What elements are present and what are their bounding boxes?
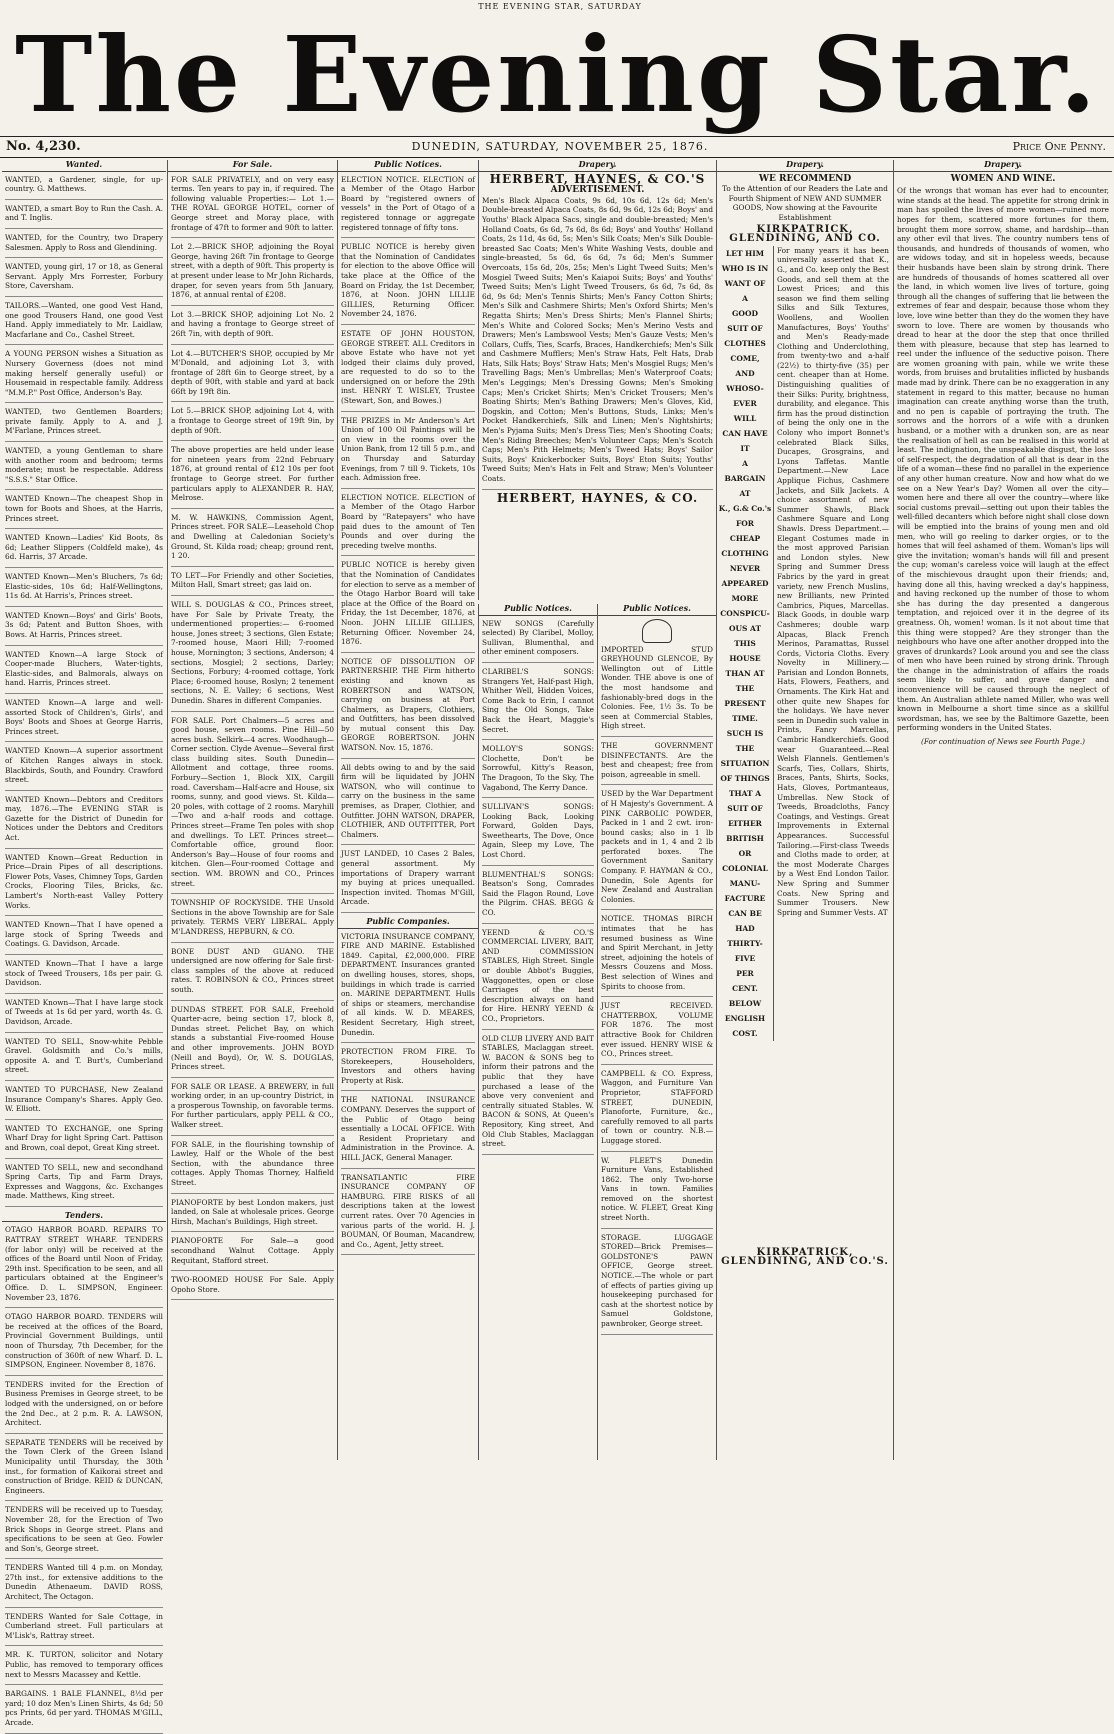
narrow-word: CAN BE [728, 908, 762, 918]
narrow-word: MORE [731, 593, 759, 603]
narrow-word: A [742, 458, 748, 468]
songs-ads [479, 619, 597, 1155]
narrow-word: CHEAP [729, 533, 761, 543]
recommend-heading: WE RECOMMEND [758, 173, 852, 184]
narrow-word: THAT A [728, 788, 762, 798]
advertisement: FOR SALE, in the flourishing township of Lawley, Half or the Whole of the best Section, with the abundance three cottages. Apply Thomas Thorney, Halfield Street. [171, 1140, 334, 1194]
herbert-haynes-footer: HERBERT, HAYNES, & CO. [496, 490, 699, 505]
narrow-word: AT [739, 488, 751, 498]
advertisement: WILL S. DOUGLAS & CO., Princes street, have For Sale by Private Treaty, the undermentioned properties:— 6-roomed house, Jones street; 3 sections, Glen Estate; 7-roomed house, Maori Hill; 7-roomed house, Mornington; 3 sections, Anderson; 4 sections, Mosgiel; 2 sections, Darley; Sections, Forbury; 4-roomed cottage, York Place; 6-roomed house, Roslyn; 2 tenement sections, N. E. Valley; 6 sections, West Dunedin. Shares in different Companies. [171, 600, 334, 712]
advertisement: Lot 4.—BUTCHER'S SHOP, occupied by Mr M'Donald, and adjoining Lot 3, with frontage of 28ft 6in to George street, by a depth of 90ft, with stable and yard at back 66ft by 19ft 8in. [171, 349, 334, 403]
advertisement: WANTED Known—A superior assortment of Kitchen Ranges always in stock. Blackbirds, South, and Foundry. Crawford street. [5, 746, 163, 790]
column-songs [478, 604, 597, 1460]
section-header-tenders: Tenders. [2, 1211, 166, 1223]
section-header-public-notices-3: Public Notices. [598, 604, 716, 616]
advertisement: WANTED TO SELL, Snow-white Pebble Gravel. Goldsmith and Co.'s mills, opposite A. and T. Burt's, Cumberland street. [5, 1037, 163, 1081]
advertisement: WANTED TO SELL, new and secondhand Spring Carts, Tip and Farm Drays, Expresses and Waggons, &c. Exchanges made. Matthews, King street. [5, 1163, 163, 1207]
advertisement: NOTICE OF DISSOLUTION OF PARTNERSHIP. THE Firm hitherto existing and known as ROBERTSON and WATSON, carrying on business at Port Chalmers, as Drapers, Clothiers, and Outfitters, has been dissolved by mutual consent this Day. GEORGE ROBERTSON. JOHN WATSON. Nov. 15, 1876. [341, 657, 475, 759]
herbert-haynes-body: Men's Black Alpaca Coats, 9s 6d, 10s 6d, 12s 6d; Men's Double-breasted Alpaca Coats, 8s 6d, 9s 6d, 12s 6d; Boys' and Youths' Black Alpaca Sacs, single and double-breasted; Men's Holland Coats, 6s 6d, 7s 6d, 8s 6d; Boys' and Youths' Holland Coats, 2s 11d, 4s 6d, 5s; Men's Silk Coats; Men's Silk Double-breasted Sac Coats; Men's White Washing Vests, double and single-breasted, 5s 6d, 6s 6d, 7s 6d; Men's Summer Overcoats, 15s 6d, 20s, 25s; Men's Light Tweed Suits; Men's Mosgiel Tweed Suits; Men's Kaiapoi Suits; Boys' and Youths' Tweed Suits; Men's Light Tweed Trousers, 6s 6d, 7s 6d, 8s 6d, 9s 6d; Men's Tennis Shirts; Men's Fancy Cotton Shirts; Men's Silk and Cashmere Shirts; Men's Oxford Shirts; Men's Regatta Shirts; Men's Dress Shirts; Men's Flannel Shirts; Men's White and Colored Socks; Men's Merino Vests and Drawers; Men's Lambswool Vests; Men's Gauze Vests; Men's Collars, Cuffs, Ties, Scarfs, Braces, Handkerchiefs; Men's Silk and Cashmere Mufflers; Men's Straw Hats, Felt Hats, Drab Hats, Silk Hats; Boys' Straw Hats; Men's Mosgiel Rugs; Men's Travelling Bags; Men's Umbrellas; Men's Waterproof Coats; Men's Leggings; Men's Dressing Gowns; Men's Smoking Caps; Men's Cricket Shirts; Men's Cricket Trousers; Men's Boating Shirts; Men's Bathing Drawers; Men's Gloves, Kid, Dogskin, and Cotton; Men's Buttons, Studs, Links; Men's Pocket Handkerchiefs, Silk and Linen; Men's Nightshirts; Men's Pyjama Suits; Men's Dress Ties; Men's Shooting Coats; Men's Riding Breeches; Men's Volunteer Caps; Men's Scotch Caps; Men's Pith Helmets; Men's Tweed Hats; Boys' Sailor Suits, Boys' Knickerbocker Suits, Boys' Eton Suits; Youths' Tweed Suits; Men's Hats in Felt and Straw; Men's Volunteer Coats. [482, 196, 713, 490]
advertisement: WANTED Known—Great Reduction in Price—Drain Pipes of all descriptions. Flower Pots, Vases, Chimney Tops, Garden Crocks, Flooring Tiles, Bricks, &c. Lambert's North-east Valley Pottery Works. [5, 853, 163, 917]
narrow-word: COLONIAL [722, 863, 768, 873]
column-kirkpatrick [716, 160, 893, 1460]
masthead-topline: THE EVENING STAR, SATURDAY [478, 2, 642, 11]
advertisement: OTAGO HARBOR BOARD. TENDERS will be received at the offices of the Board, Provincial Government Buildings, until noon of Thursday, 7th December, for the construction of 360ft of new Wharf. D. L. SIMPSON, Engineer. November 8, 1876. [5, 1312, 163, 1376]
column-women-and-wine [893, 160, 1112, 1460]
section-header-public-notices: Public Notices. [338, 160, 478, 172]
advertisement: WANTED Known—That I have opened a large stock of Spring Tweeds and Coatings. G. Davidson, Arcade. [5, 920, 163, 955]
advertisement: WANTED Known—That I have a large stock of Tweed Trousers, 18s per pair. G. Davidson. [5, 959, 163, 994]
notice-ads-right [598, 645, 716, 1335]
advertisement: STORAGE. LUGGAGE STORED—Brick Premises—GOLDSTONE'S PAWN OFFICE, George street. NOTICE.—The whole or part of effects of parties giving up housekeeping purchased for cash at the shortest notice by Samuel Goldstone, pawnbroker, George street. [601, 1233, 713, 1335]
advertisement: TENDERS invited for the Erection of Business Premises in George street, to be lodged with the undersigned, on or before the 2nd Dec., at 2 p.m. R. A. LAWSON, Architect. [5, 1380, 163, 1434]
advertisement: A YOUNG PERSON wishes a Situation as Nursery Governess (does not mind making herself generally useful) or Housemaid in respectable family. Address "M.M.P." Post Office, Anderson's Bay. [5, 349, 163, 403]
advertisement: PROTECTION FROM FIRE. To Storekeepers, Householders, Investors and others having Property at Risk. [341, 1047, 475, 1091]
advertisement: WANTED Known—A large and well-assorted Stock of Children's, Girls', and Boys' Boots and Shoes at George Harris, Princes street. [5, 698, 163, 742]
narrow-word: OF THINGS [720, 773, 770, 783]
advertisement: BONE DUST AND GUANO. THE undersigned are now offering for Sale first-class samples of the above at reduced rates. T. ROBINSON & CO., Princes street south. [171, 947, 334, 1001]
section-header-for-sale: For Sale. [168, 160, 337, 172]
city-date: DUNEDIN, SATURDAY, NOVEMBER 25, 1876. [411, 140, 709, 153]
tender-ads [2, 1225, 166, 1733]
narrow-word: THIS [734, 638, 756, 648]
kirkpatrick-body: For many years it has been universally asserted that K., G., and Co. keep only the Best Goods, and sell them at the Lowest Prices; and this season we find them selling Silks and Silk Textures, Woollens, and Woollen Manufactures, Boys' Youths' and Men's Ready-made Clothing and Underclothing, from twenty-two and a-half (22½) to thirty-five (35) per cent. cheaper than at Home. Distinguishing qualities of their Silks: Purity, brightness, durability, and elegance. This firm has the proud distinction of being the only one in the Colony who import Bonnet's celebrated Black Silks, Ducapes, Grosgrains, and Lyons Taffetas. Mantle Department.—New Lace Applique Fichus, Cashmere Jackets, and Silk Jackets. A choice assortment of new Summer Shawls, Black Cashmere Square and Long Shawls. Dress Department.—Elegant Costumes made in the most approved Parisian and London styles. New Spring and Summer Dress Fabrics by the yard in great variety, new French Muslins, new Brilliants, new Printed Cambrics, Piques, Marcellas. Black Goods, in double warp Cashmeres; double warp Alpacas, Black French Merinos, Paramattas, Russel Cords, Victoria Cloths. Every Novelty in Millinery.—Parisian and London Bonnets, Hats, Flowers, Feathers, and Ornaments. The Kirk Hat and other quite new Shapes for the holidays. We have never seen in Dunedin such value in Prints, Fancy Marcellas, Cambric Handkerchiefs. Good wear Guaranteed.—Real Welsh Flannels. Gentlemen's Scarfs, Ties, Collars, Shirts, Braces, Pants, Shirts, Socks, Hats, Gloves, Portmanteaus, Umbrellas. New Stock of Tweeds, Broadcloths, Fancy Coatings, and Vestings. Great Improvements in External Appearances. Successful Tailoring.—First-class Tweeds and Cloths made to order, at the most Moderate Charges by a West End London Tailor. New Spring and Summer Coats. New Spring and Summer Trousers. New Spring and Summer Vests. AT [777, 245, 889, 917]
narrow-word: FOR [735, 518, 755, 528]
advertisement: VICTORIA INSURANCE COMPANY, FIRE AND MARINE. Established 1849. Capital, £2,000,000. FIRE DEPARTMENT. Insurances granted on dwelling houses, stores, shops, buildings in which trade is carried on. MARINE DEPARTMENT. Hulls of ships or steamers, merchandise of all kinds. W. D. MEARES, Resident Secretary, High street, Dunedin. [341, 932, 475, 1044]
narrow-word: BELOW [728, 998, 762, 1008]
advertisement: W. FLEET'S Dunedin Furniture Vans, Established 1862. The only Two-horse Vans in town. Families removed on the shortest notice. W. FLEET, Great King street North. [601, 1156, 713, 1229]
article-body: Of the wrongs that woman has ever had to encounter, wine stands at the head. The appetite for strong drink in man has spoiled the lives of more women—ruined more hopes for them, scattered more fortunes for them, brought them more sorrow, shame, and hardship—than any other evil that lives. The country numbers tens of thousands, and hundreds of thousands of women, who are widows today, and sit in hopeless weeds, because their husbands have been slain by strong drink. There are hundreds of thousands of homes scattered all over the land, in which women live lives of torture, going through all the changes of suffering that lie between the extremes of fear and despair, because those whom they love, love wine better than they do the women they have sworn to love. There are women by thousands who dread to hear at the door the step that once thrilled them with pleasure, because that step has learned to reel under the influence of the seductive poison. There are women groaning with pain, while we write these words, from bruises and brutalities inflicted by husbands made mad by drink. There can be no exaggeration in any statement in regard to this matter, because no human imagination can create anything worse than the truth, and no pen is capable of portraying the truth. The sorrows and the horrors of a wife with a drunken husband, or a mother with a drunken son, are as near the realisation of hell as can be realised in this world at least. The indignation, the unspeakable disgust, the loss of self-respect, the degradation of all that is dear in the life of a woman—these find no parallel in the experience of any other human creature. Now and how what do we see on a New Year's Day? Women all over the city—women here and there all over the country—where like social customs prevail—setting out upon their tables the well-filled decanters which before night shall close down will be emptied into the brains of young men and old men, who will go reeling to darker orgies, or to the homes that will feel ashamed of them. Woman's lips will give the invitation; woman's hands will fill and present the cup; woman's careless voice will laugh at the effect of the mischievous draught upon their friends; and, having done all this, having wrecked a day's happiness, and having reckoned up the number of those to whom she has during the day presented a dangerous temptation, and rejoiced over it in the degree of its greatness. Oh, women! woman. Is it not about time that this thing were stopped? Are they stronger than the neighbours who have one after another dropped into the graves of drunkards? Look around you and see the class of men who have been ruined by strong drink. Through the change in the administration of affairs the roads seem likely to suffer, and grave danger and inconvenience will be caused through the neglect of them. An Australian athlete named Miller, who was well known in Melbourne a short time since as a skillful swordsman, has, we see by the Baltimore Gazette, been performing wonders in the United States. [897, 186, 1109, 733]
advertisement: WANTED Known—Ladies' Kid Boots, 8s 6d; Leather Slippers (Coldfeld make), 4s 6d. Harris, 37 Arcade. [5, 533, 163, 568]
narrow-word: THE [735, 683, 755, 693]
advertisement: ELECTION NOTICE. ELECTION of a Member of the Otago Harbor Board by "Ratepayers" who have paid dues to the amount of Ten Pounds and over during the preceding twelve months. [341, 493, 475, 557]
advertisement: USED by the War Department of H Majesty's Government. A PINK CARBOLIC POWDER, Packed in 1 and 2 cwt. iron-bound casks; also in 1 lb packets and in 1, 4 and 2 lb perforated boxes. The Government Sanitary Company. F. HAYMAN & CO., Dunedin, Sole Agents for New Zealand and Australian Colonies. [601, 789, 713, 910]
herbert-haynes-title: HERBERT, HAYNES, & CO.'S [489, 171, 706, 186]
advertisement: WANTED Known—Debtors and Creditors may, 1876.—The EVENING STAR is Gazette for the District of Dunedin for Notices under the Debtors and Creditors Act. [5, 795, 163, 849]
advertisement: WANTED TO PURCHASE, New Zealand Insurance Company's Shares. Apply Geo. W. Elliott. [5, 1085, 163, 1120]
narrow-word: IT [740, 443, 750, 453]
advertisement: WANTED, young girl, 17 or 18, as General Servant. Apply Mrs Forrester, Forbury Store, Caversham. [5, 262, 163, 297]
kirkpatrick-narrow-column [717, 246, 774, 1041]
advertisement: JUST LANDED, 10 Cases 2 Bales, general assortment. My importations of Drapery warrant my buying at prices unequalled. Inspection invited. Thomas M'Gill, Arcade. [341, 849, 475, 913]
column-public-notices [337, 160, 478, 1460]
narrow-word: AND [735, 368, 755, 378]
wanted-ads [2, 175, 166, 1207]
narrow-word: SUIT OF [727, 803, 763, 813]
advertisement: TENDERS Wanted till 4 p.m. on Monday, 27th inst., for extensive additions to the Dunedin Athenaeum. DAVID ROSS, Architect, The Octagon. [5, 1563, 163, 1607]
advertisement: WANTED, a young Gentleman to share with another room and bedroom; terms moderate; must be respectable. Address "S.S.S." Star Office. [5, 446, 163, 490]
advertisement: TO LET—For Friendly and other Societies, Milton Hall, Smart street; gas laid on. [171, 571, 334, 596]
advertisement: ESTATE OF JOHN HOUSTON, GEORGE STREET. ALL Creditors in above Estate who have not yet lodged their claims duly proved, are requested to do so to the undersigned on or before the 29th inst. HENRY T. WISLEY, Trustee (Stewart, Son, and Bowes.) [341, 329, 475, 412]
section-header-public-companies: Public Companies. [338, 917, 478, 929]
advertisement: SEPARATE TENDERS will be received by the Town Clerk of the Green Island Municipality until Thursday, the 30th inst., for formation of Kaikorai street and construction of Bridge. REID & DUNCAN, Engineers. [5, 1438, 163, 1502]
advertisement: MR. K. TURTON, solicitor and Notary Public, has removed to temporary offices next to Messrs Macassey and Kettle. [5, 1650, 163, 1685]
advertisement: OLD CLUB LIVERY AND BAIT STABLES, Maclaggan street. W. BACON & SONS beg to inform their patrons and the public that they have purchased a lease of the above very convenient and centrally situated Stables. W. BACON & SONS, At Queen's Repository, King street, And Old Club Stables, Maclaggan street. [482, 1034, 594, 1155]
company-ads [338, 932, 478, 1256]
advertisement: BLUMENTHAL'S SONGS: Beatson's Song, Comrades Said the Flagon Round, Love the Pilgrim. CHAS. BEGG & CO. [482, 870, 594, 924]
advertisement: WANTED, a smart Boy to Run the Cash. A. and T. Inglis. [5, 204, 163, 229]
advertisement: TWO-ROOMED HOUSE For Sale. Apply Opoho Store. [171, 1275, 334, 1300]
public-notice-ads [338, 175, 478, 913]
section-header-public-notices-2: Public Notices. [479, 604, 597, 616]
narrow-word: EVER [733, 398, 757, 408]
narrow-word: THE [735, 743, 755, 753]
narrow-word: SUCH IS [726, 728, 764, 738]
narrow-word: OR [738, 848, 752, 858]
advertisement: TENDERS Wanted for Sale Cottage, in Cumberland street. Full particulars at M'Lisk's, Rattray street. [5, 1612, 163, 1647]
advertisement: TENDERS will be received up to Tuesday, November 28, for the Erection of Two Brick Shops in George street. Plans and specifications to be seen at Geo. Fowler and Son's, George street. [5, 1505, 163, 1559]
advertisement: WANTED, a Gardener, single, for up-country. G. Matthews. [5, 175, 163, 200]
price: Price One Penny. [1012, 140, 1106, 153]
continuation-note: (For continuation of News see Fourth Page.) [921, 737, 1085, 747]
kirkpatrick-title: KIRKPATRICK, GLENDINING, AND CO. [729, 223, 881, 245]
narrow-word: TIME. [732, 713, 758, 723]
narrow-word: FIVE [734, 953, 756, 963]
advertisement: PIANOFORTE by best London makers, just landed, on Sale at wholesale prices. George Hirsh, Machan's Buildings, High street. [171, 1198, 334, 1233]
advertisement: WANTED Known—The cheapest Shop in town for Boots and Shoes, at the Harris, Princes street. [5, 494, 163, 529]
advertisement: JUST RECEIVED. CHATTERBOX, VOLUME FOR 1876. The most attractive Book for Children ever issued. HENRY WISE & CO., Princes street. [601, 1001, 713, 1065]
narrow-word: COME, [730, 353, 760, 363]
advertisement: WANTED TO EXCHANGE, one Spring Wharf Dray for light Spring Cart. Pattison and Brown, coal depot, Great King street. [5, 1124, 163, 1159]
narrow-word: OUS AT [728, 623, 762, 633]
masthead [0, 0, 1114, 136]
advertisement: PUBLIC NOTICE is hereby given that the Nomination of Candidates for election to the above Office will take place at the Office of the Board on Friday, the 1st December, 1876, at Noon. JOHN LILLIE GILLIES, Returning Officer. November 24, 1876. [341, 242, 475, 325]
advertisement: FOR SALE OR LEASE. A BREWERY, in full working order, in an up-country District, in a prosperous Township, on favorable terms. For further particulars, apply PELL & CO., Walker street. [171, 1082, 334, 1136]
advertisement: TAILORS.—Wanted, one good Vest Hand, one good Trousers Hand, one good Vest Hand. Apply immediately to Mr. Laidlaw, Macfarlane and Co., Cashel Street. [5, 301, 163, 345]
narrow-word: ENGLISH [724, 1013, 766, 1023]
advertisement: M. W. HAWKINS, Commission Agent, Princes street. FOR SALE—Leasehold Chop and Dwelling at Caledonian Society's Ground, St. Kilda road; cheap; ground rent, 1 20. [171, 513, 334, 567]
advertisement: TRANSATLANTIC FIRE INSURANCE COMPANY OF HAMBURG. FIRE RISKS of all descriptions taken at the lowest current rates. Over 70 Agencies in various parts of the world. H. J. BOUMAN, Of Bouman, Macandrew, and Co., Agent, Jetty street. [341, 1173, 475, 1256]
narrow-word: WHOSO- [726, 383, 764, 393]
narrow-word: BRITISH [726, 833, 764, 843]
narrow-word: NEVER [729, 563, 761, 573]
narrow-word: WANT OF [724, 278, 766, 288]
narrow-word: APPEARED [721, 578, 769, 588]
narrow-word: CLOTHING [721, 548, 769, 558]
advertisement: FOR SALE. Port Chalmers—5 acres and good house, seven rooms. Pine Hill—50 acres bush. Selkirk—4 acres. Woodhaugh—Corner section. Clyde Avenue—Several first class building sites. South Dunedin—Allotment and cottage, three rooms. Forbury—Section 1, Block XIX, Cargill road. Caversham—Half-acre and House, six rooms, sunny, and good views. St. Kilda—20 poles, with cottage of 2 rooms. Maryhill—Two and a-half roods and cottage. Princes street—Frame Ten poles with shop and dwellings. To LET. Princes street—Comfortable office, ground floor. Anderson's Bay—House of four rooms and kitchen. Glen—Four-roomed Cottage and section. WM. BROWN and CO., Princes street. [171, 716, 334, 895]
advertisement: NEW SONGS (Carefully selected) By Claribel, Molloy, Sullivan, Blumenthal, and other eminent composers. [482, 619, 594, 663]
advertisement: WANTED Known—A large Stock of Cooper-made Bluchers, Water-tights, Elastic-sides, and Balmorals, always on hand. Harris, Princes street. [5, 650, 163, 694]
kirkpatrick-footer: KIRKPATRICK, GLENDINING, AND CO.'S. [721, 1246, 889, 1268]
advertisement: NOTICE. THOMAS BIRCH intimates that he has resumed business as Wine and Spirit Merchant, in Jetty street, adjoining the hotels of Messrs Couzens and Moss. Best selection of Wines and Spirits to choose from. [601, 914, 713, 997]
narrow-word: HAD [735, 923, 755, 933]
recommend-intro: To the Attention of our Readers the Late and Fourth Shipment of NEW AND SUMMER GOODS, Now showing at the Favourite Establishment [722, 184, 888, 222]
narrow-word: THIRTY- [727, 938, 763, 948]
advertisement: FOR SALE PRIVATELY, and on very easy terms. Ten years to pay in, if required. The following valuable Properties:— Lot 1.—THE ROYAL GEORGE HOTEL, corner of George street and Moray place, with frontage of 47ft to former and 90ft to latter. [171, 175, 334, 239]
narrow-word: FACTURE [724, 893, 766, 903]
kirkpatrick-layout [717, 246, 893, 1246]
section-header-wanted: Wanted. [2, 160, 166, 172]
herbert-haynes-subtitle: ADVERTISEMENT. [550, 185, 645, 196]
narrow-word: THAN AT [725, 668, 765, 678]
advertisement: The above properties are held under lease for nineteen years from 22nd February 1876, at ground rental of £12 10s per foot frontage to George street. For further particulars apply to ALEXANDER R. HAY, Melrose. [171, 445, 334, 509]
narrow-word: WILL [733, 413, 757, 423]
narrow-word: SUIT OF [727, 323, 763, 333]
issue-number: No. 4,230. [6, 139, 81, 154]
narrow-word: HOUSE [729, 653, 761, 663]
advertisement: PIANOFORTE For Sale—a good secondhand Walnut Cottage. Apply Requitant, Stafford street. [171, 1236, 334, 1271]
section-header-drapery: Drapery. [479, 160, 716, 172]
narrow-word: SITUATION [720, 758, 770, 768]
advertisement: THE GOVERNMENT DISINFECTANTS. Are the best and cheapest; free from poison, agreeable in smell. [601, 741, 713, 785]
narrow-word: K., G.& Co.'s [718, 503, 772, 513]
advertisement: WANTED Known—That I have large stock of Tweeds at 1s 6d per yard, worth 4s. G. Davidson, Arcade. [5, 998, 163, 1033]
narrow-word: CENT. [732, 983, 758, 993]
advertisement: ELECTION NOTICE. ELECTION of a Member of the Otago Harbor Board by "registered owners of vessels" in the Port of Otago of a registered tonnage or aggregate registered tonnage of fifty tons. [341, 175, 475, 239]
royal-crest-icon [642, 619, 672, 643]
advertisement: MOLLOY'S SONGS: Clochette, Don't be Sorrowful, Kitty's Reason, The Dragoon, To the Sky, The Vagabond, The Kerry Dance. [482, 744, 594, 798]
advertisement: TOWNSHIP OF ROCKYSIDE. THE Unsold Sections in the above Township are for Sale privately. TERMS VERY LIBERAL. Apply M'LANDRESS, HEPBURN, & CO. [171, 898, 334, 942]
narrow-word: CAN HAVE [722, 428, 768, 438]
advertisement: WANTED, two Gentlemen Boarders; private family. Apply to A. and J. M'Farlane, Princes street. [5, 407, 163, 442]
for-sale-ads [168, 175, 337, 1301]
column-wanted [2, 159, 166, 1727]
advertisement: SULLIVAN'S SONGS: Looking Back, Looking Forward, Golden Days, Sweethearts, The Dove, Once Again, Sleep my Love, The Lost Chord. [482, 802, 594, 866]
narrow-word: BARGAIN [724, 473, 766, 483]
narrow-word: WHO IS IN [721, 263, 769, 273]
narrow-word: PRESENT [724, 698, 766, 708]
advertisement: THE NATIONAL INSURANCE COMPANY. Deserves the support of the Public of Otago being essentially a LOCAL OFFICE. With a Resident Proprietary and Administration in the Province. A. HILL JACK, General Manager. [341, 1095, 475, 1168]
masthead-title: The Evening Star. [15, 13, 1099, 136]
section-header-drapery-3: Drapery. [894, 160, 1112, 172]
column-drapery-herbert [478, 160, 716, 600]
advertisement: BARGAINS. 1 BALE FLANNEL, 8½d per yard; 10 doz Men's Linen Shirts, 4s 6d; 50 pcs Prints, 6d per yard. THOMAS M'GILL, Arcade. [5, 1689, 163, 1733]
advertisement: IMPORTED STUD GREYHOUND GLENCOE, By Wellington out of Little Wonder. THE above is one of the most handsome and fashionably-bred dogs in the Colonies. Fee, 1½ 3s. To be seen at Commercial Stables, High street. [601, 645, 713, 737]
narrow-word: CONSPICU- [720, 608, 770, 618]
advertisement: OTAGO HARBOR BOARD. REPAIRS TO RATTRAY STREET WHARF. TENDERS (for labor only) will be received at the offices of the Board until Noon of Friday, 29th inst. Specification to be seen, and all particulars obtained at the Engineer's Office. D. L. SIMPSON, Engineer. November 23, 1876. [5, 1225, 163, 1308]
narrow-word: MANU- [729, 878, 761, 888]
advertisement: Lot 5.—BRICK SHOP, adjoining Lot 4, with a frontage to George street of 19ft 9in, by depth of 90ft. [171, 406, 334, 441]
advertisement: CLARIBEL'S SONGS: Strangers Yet, Half-past High, Whither Well, Hidden Voices, Come Back to Erin, I cannot Sing the Old Songs, Take Back the Heart, Maggie's Secret. [482, 667, 594, 740]
narrow-word: COST. [732, 1028, 758, 1038]
narrow-word: A [742, 293, 748, 303]
dateline-bar [0, 136, 1114, 158]
advertisement: WANTED, for the Country, two Drapery Salesmen. Apply to Ross and Glendining. [5, 233, 163, 258]
advertisement: Lot 3.—BRICK SHOP, adjoining Lot No. 2 and having a frontage to George street of 26ft 7in, with depth of 90ft. [171, 310, 334, 345]
column-notices-right [597, 604, 716, 1460]
narrow-word: EITHER [728, 818, 762, 828]
narrow-word: LET HIM [725, 248, 765, 258]
narrow-word: GOOD [732, 308, 758, 318]
advertisement: CAMPBELL & CO. Express, Waggon, and Furniture Van Proprietor, STAFFORD STREET, DUNEDIN, Planoforte, Furniture, &c., carefully removed to all parts of town or country. N.B.—Luggage stored. [601, 1069, 713, 1152]
advertisement: YEEND & CO.'S COMMERCIAL LIVERY, BAIT, AND COMMISSION STABLES, High Street. Single or double Abbot's Buggies, Waggonettes, open or close Carriages of the best description always on hand for Hire. HENRY YEEND & CO., Proprietors. [482, 928, 594, 1030]
column-for-sale [167, 160, 337, 1460]
advertisement: PUBLIC NOTICE is hereby given that the Nomination of Candidates for election to serve as a member of the Otago Harbor Board will take place at the Office of the Board on Friday, the 1st December, 1876, at Noon. JOHN LILLIE GILLIES, Returning Officer. November 24, 1876. [341, 560, 475, 652]
advertisement: DUNDAS STREET. FOR SALE, Freehold Quarter-acre, being section 17, block 8, Dundas street. Pelichet Bay, on which stands a substantial Five-roomed House and other improvements. JOHN BOYD (Neill and Boyd), Or, W. S. DOUGLAS, Princes street. [171, 1005, 334, 1078]
section-header-drapery-2: Drapery. [717, 160, 893, 172]
article-heading: WOMEN AND WINE. [950, 173, 1056, 184]
advertisement: WANTED Known—Boys' and Girls' Boots, 3s 6d; Patent and Button Shoes, with Bows. At Harris, Princes street. [5, 611, 163, 646]
narrow-word: PER [736, 968, 754, 978]
narrow-word: CLOTHES [724, 338, 766, 348]
advertisement: All debts owing to and by the said firm will be liquidated by JOHN WATSON, who will continue to carry on the business in the same premises, as Draper, Clothier, and Outfitter. JOHN WATSON, DRAPER, CLOTHIER, AND OUTFITTER, Port Chalmers. [341, 763, 475, 846]
advertisement: Lot 2.—BRICK SHOP, adjoining the Royal George, having 26ft 7in frontage to George street, with a depth of 90ft. This property is at present under lease to Mr John Richards, draper, for seven years from 5th January, 1876, at annual rental of £208. [171, 242, 334, 306]
advertisement: THE PRIZES in Mr Anderson's Art Union of 100 Oil Paintings will be on view in the rooms over the Union Bank, from 12 till 5 p.m., and on Thursday and Saturday Evenings, from 7 till 9. Tickets, 10s each. Admission free. [341, 416, 475, 489]
advertisement: WANTED Known—Men's Bluchers, 7s 6d; Elastic-sides, 10s 6d; Half-Wellingtons, 11s 6d. At Harris's, Princes street. [5, 572, 163, 607]
